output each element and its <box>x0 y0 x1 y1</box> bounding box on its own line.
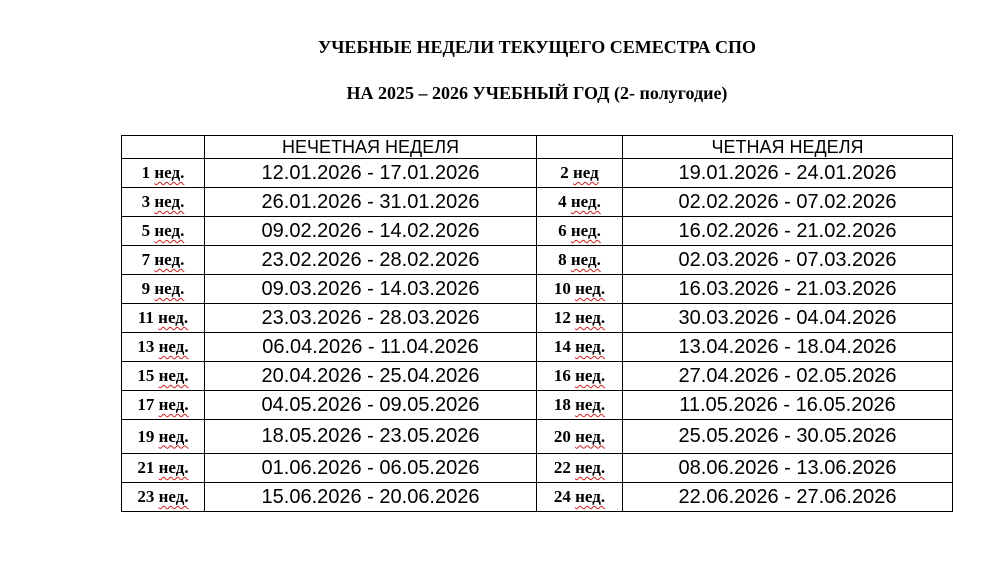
even-week-range: 22.06.2026 - 27.06.2026 <box>623 483 953 512</box>
header-odd-week: НЕЧЕТНАЯ НЕДЕЛЯ <box>205 136 537 159</box>
odd-week-range: 18.05.2026 - 23.05.2026 <box>205 420 537 454</box>
even-week-label <box>537 159 623 188</box>
odd-week-range: 23.02.2026 - 28.02.2026 <box>205 246 537 275</box>
odd-week-label <box>122 391 205 420</box>
week-suffix: нед. <box>570 250 601 269</box>
week-number: 22 <box>553 458 571 477</box>
even-week-range: 27.04.2026 - 02.05.2026 <box>623 362 953 391</box>
even-week-label <box>537 304 623 333</box>
even-week-range: 13.04.2026 - 18.04.2026 <box>623 333 953 362</box>
week-number: 17 <box>137 395 155 414</box>
week-number: 23 <box>137 487 155 506</box>
even-week-label <box>537 246 623 275</box>
odd-week-range: 04.05.2026 - 09.05.2026 <box>205 391 537 420</box>
odd-week-label <box>122 159 205 188</box>
week-suffix: нед. <box>158 458 189 477</box>
even-week-range: 25.05.2026 - 30.05.2026 <box>623 420 953 454</box>
odd-week-range: 15.06.2026 - 20.06.2026 <box>205 483 537 512</box>
week-number: 4 <box>558 192 567 211</box>
week-suffix: нед. <box>575 337 606 356</box>
week-number: 10 <box>553 279 571 298</box>
odd-week-range: 23.03.2026 - 28.03.2026 <box>205 304 537 333</box>
even-week-range: 16.02.2026 - 21.02.2026 <box>623 217 953 246</box>
even-week-label <box>537 391 623 420</box>
week-number: 24 <box>553 487 571 506</box>
table-row <box>122 333 953 362</box>
table-row <box>122 246 953 275</box>
table-row <box>122 304 953 333</box>
even-week-label <box>537 333 623 362</box>
week-number: 13 <box>137 337 155 356</box>
odd-week-label <box>122 275 205 304</box>
week-suffix: нед. <box>575 458 606 477</box>
week-suffix: нед. <box>570 221 601 240</box>
odd-week-label <box>122 483 205 512</box>
week-suffix: нед. <box>575 366 606 385</box>
even-week-label <box>537 420 623 454</box>
week-number: 18 <box>553 395 571 414</box>
week-suffix: нед. <box>154 163 185 182</box>
week-number: 1 <box>141 163 151 182</box>
table-row <box>122 362 953 391</box>
odd-week-range: 09.02.2026 - 14.02.2026 <box>205 217 537 246</box>
header-empty-cell-even <box>537 136 623 159</box>
odd-week-label <box>122 304 205 333</box>
odd-week-label <box>122 217 205 246</box>
week-suffix: нед. <box>154 279 185 298</box>
even-week-label <box>537 483 623 512</box>
even-week-label <box>537 188 623 217</box>
week-suffix: нед <box>573 163 599 182</box>
odd-week-range: 20.04.2026 - 25.04.2026 <box>205 362 537 391</box>
even-week-label <box>537 362 623 391</box>
week-number: 16 <box>553 366 571 385</box>
table-row <box>122 275 953 304</box>
table-row <box>122 483 953 512</box>
week-suffix: нед. <box>154 250 185 269</box>
even-week-label <box>537 454 623 483</box>
week-number: 19 <box>137 426 155 446</box>
week-suffix: нед. <box>158 366 189 385</box>
week-number: 7 <box>141 250 151 269</box>
page-subtitle: НА 2025 – 2026 УЧЕБНЫЙ ГОД (2- полугодие) <box>346 83 728 103</box>
weeks-table <box>121 135 953 512</box>
week-suffix: нед. <box>570 192 601 211</box>
week-number: 8 <box>558 250 567 269</box>
odd-week-range: 09.03.2026 - 14.03.2026 <box>205 275 537 304</box>
odd-week-label <box>122 333 205 362</box>
even-week-range: 02.03.2026 - 07.03.2026 <box>623 246 953 275</box>
odd-week-label <box>122 246 205 275</box>
week-suffix: нед. <box>575 395 606 414</box>
odd-week-range: 01.06.2026 - 06.05.2026 <box>205 454 537 483</box>
week-number: 14 <box>553 337 571 356</box>
week-number: 3 <box>141 192 151 211</box>
week-suffix: нед. <box>158 487 189 506</box>
week-suffix: нед. <box>575 308 606 327</box>
odd-week-label <box>122 420 205 454</box>
table-row <box>122 159 953 188</box>
week-number: 21 <box>137 458 155 477</box>
odd-week-label <box>122 362 205 391</box>
odd-week-label <box>122 454 205 483</box>
table-row <box>122 391 953 420</box>
table-row <box>122 420 953 454</box>
odd-week-label <box>122 188 205 217</box>
week-suffix: нед. <box>158 308 189 327</box>
week-number: 2 <box>560 163 569 182</box>
week-number: 11 <box>137 308 154 327</box>
even-week-range: 02.02.2026 - 07.02.2026 <box>623 188 953 217</box>
week-suffix: нед. <box>154 192 185 211</box>
week-suffix: нед. <box>575 426 606 446</box>
week-suffix: нед. <box>158 426 189 446</box>
even-week-range: 30.03.2026 - 04.04.2026 <box>623 304 953 333</box>
week-suffix: нед. <box>158 337 189 356</box>
week-suffix: нед. <box>575 487 606 506</box>
week-number: 12 <box>553 308 571 327</box>
week-number: 5 <box>141 221 151 240</box>
even-week-label <box>537 217 623 246</box>
week-suffix: нед. <box>575 279 606 298</box>
week-suffix: нед. <box>154 221 185 240</box>
even-week-range: 16.03.2026 - 21.03.2026 <box>623 275 953 304</box>
week-number: 9 <box>141 279 151 298</box>
week-number: 15 <box>137 366 155 385</box>
table-row <box>122 454 953 483</box>
even-week-label <box>537 275 623 304</box>
week-number: 20 <box>553 426 571 446</box>
even-week-range: 19.01.2026 - 24.01.2026 <box>623 159 953 188</box>
header-even-week: ЧЕТНАЯ НЕДЕЛЯ <box>623 136 953 159</box>
table-row <box>122 217 953 246</box>
odd-week-range: 12.01.2026 - 17.01.2026 <box>205 159 537 188</box>
even-week-range: 11.05.2026 - 16.05.2026 <box>623 391 953 420</box>
odd-week-range: 06.04.2026 - 11.04.2026 <box>205 333 537 362</box>
header-row <box>122 136 953 159</box>
week-number: 6 <box>558 221 567 240</box>
header-empty-cell-odd <box>122 136 205 159</box>
table-row <box>122 188 953 217</box>
page-title: УЧЕБНЫЕ НЕДЕЛИ ТЕКУЩЕГО СЕМЕСТРА СПО <box>318 37 756 57</box>
odd-week-range: 26.01.2026 - 31.01.2026 <box>205 188 537 217</box>
even-week-range: 08.06.2026 - 13.06.2026 <box>623 454 953 483</box>
week-suffix: нед. <box>158 395 189 414</box>
